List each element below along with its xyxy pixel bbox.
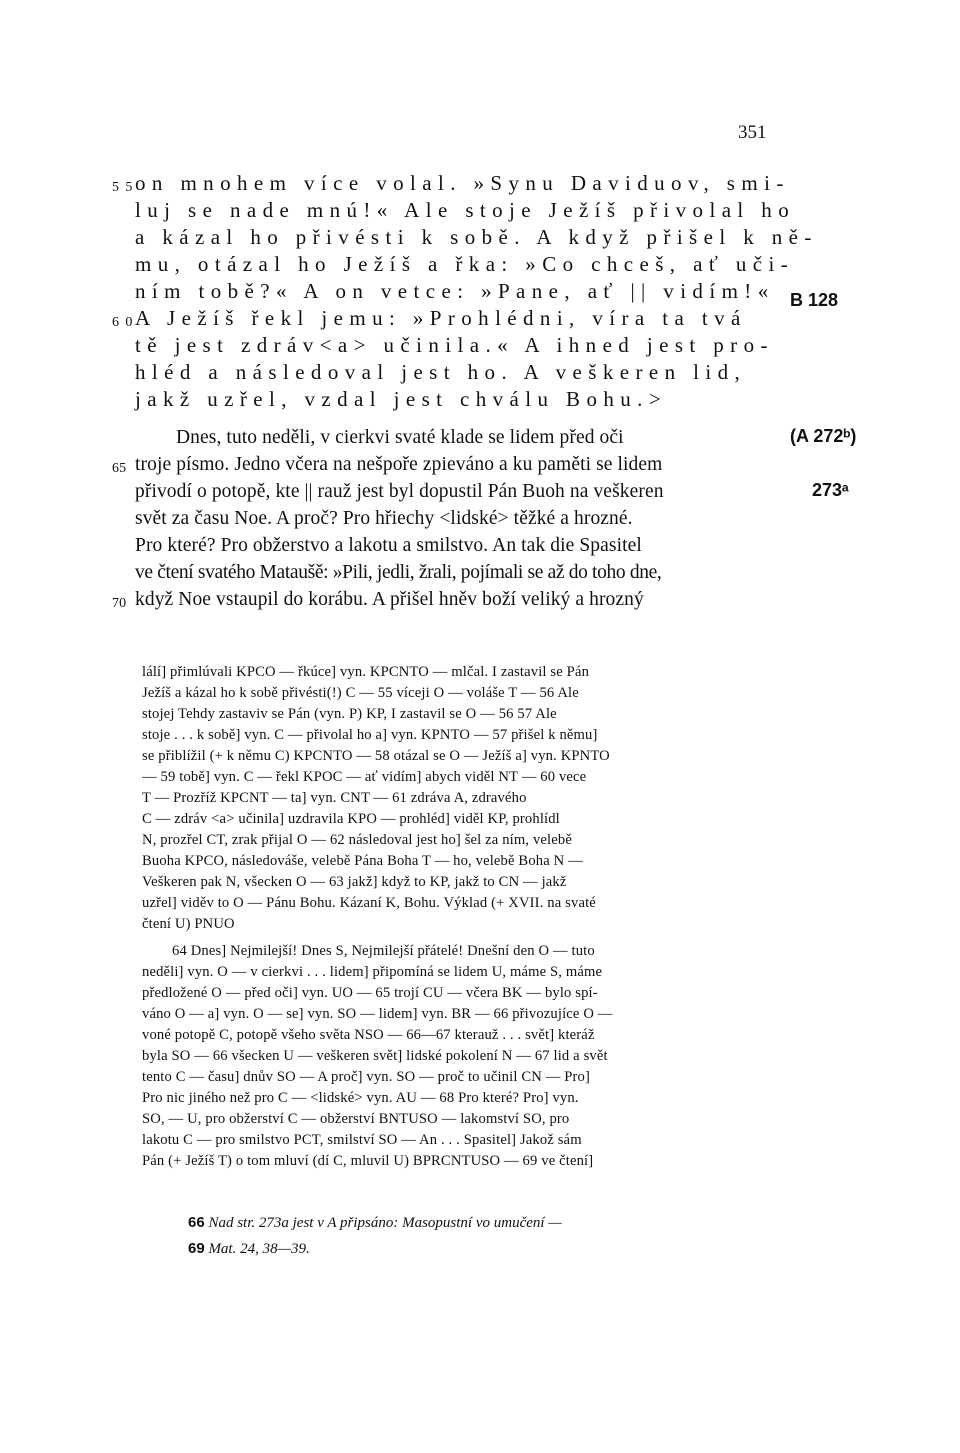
apparatus-line: C — zdráv <a> učinila] uzdravila KPO — prohléd] viděl KP, prohlídl xyxy=(142,811,560,827)
text-line: ve čtení svatého Mataušě: »Pili, jedli, žrali, pojímali se až do toho dne, xyxy=(135,562,662,583)
footnote: 66 Nad str. 273a jest v A připsáno: Masopustní vo umučení — xyxy=(188,1214,562,1231)
margin-reference: B 128 xyxy=(790,290,839,310)
text-line: přivodí o potopě, kte || rauž jest byl dopustil Pán Buoh na veškeren xyxy=(135,481,664,502)
footnote-ref: 66 xyxy=(188,1214,205,1231)
apparatus-line: stoje . . . k sobě] vyn. C — přivolal ho a] vyn. KPNTO — 57 přišel k němu] xyxy=(142,727,598,743)
apparatus-line: T — Prozříž KPCNT — ta] vyn. CNT — 61 zdráva A, zdravého xyxy=(142,790,527,806)
apparatus-line: neděli] vyn. O — v cierkvi . . . lidem] připomíná se lidem U, máme S, máme xyxy=(142,964,603,980)
apparatus-line: voné potopě C, potopě všeho světa NSO — 66—67 kterauž . . . svět] kteráž xyxy=(142,1027,595,1043)
margin-reference: (A 272ᵇ) xyxy=(790,426,857,446)
text-line: a kázal ho přivésti k sobě. A když přišel k ně- xyxy=(135,225,818,249)
text-line: svět za času Noe. A proč? Pro hřiechy <lidské> těžké a hrozné. xyxy=(135,508,633,529)
apparatus-line: uzřel] viděv to O — Pánu Bohu. Kázaní K, Bohu. Výklad (+ XVII. na svaté xyxy=(142,895,596,911)
text-line: tě jest zdráv<a> učinila.« A ihned jest pro- xyxy=(135,333,774,357)
footnote: 69 Mat. 24, 38—39. xyxy=(188,1240,310,1257)
apparatus-line: Pro nic jiného než pro C — <lidské> vyn. AU — 68 Pro které? Pro] vyn. xyxy=(142,1090,579,1106)
apparatus-line: lakotu C — pro smilstvo PCT, smilství SO — An . . . Spasitel] Jakož sám xyxy=(142,1132,582,1148)
apparatus-line: předložené O — před oči] vyn. UO — 65 trojí CU — včera BK — bylo spí- xyxy=(142,985,598,1001)
apparatus-line: byla SO — 66 všecken U — veškeren svět] lidské pokolení N — 67 lid a svět xyxy=(142,1048,608,1064)
text-line: Pro které? Pro obžerstvo a lakotu a smilstvo. An tak die Spasitel xyxy=(135,535,642,556)
apparatus-line: Ježíš a kázal ho k sobě přivésti(!) C — 55 víceji O — voláše T — 56 Ale xyxy=(142,685,579,701)
footnote-ref: 69 xyxy=(188,1240,205,1257)
text-line: mu, otázal ho Ježíš a řka: »Co chceš, ať uči- xyxy=(135,252,795,276)
apparatus-line: 64 Dnes] Nejmilejší! Dnes S, Nejmilejší přátelé! Dnešní den O — tuto xyxy=(172,943,595,959)
apparatus-line: Buoha KPCO, následováše, velebě Pána Boha T — ho, velebě Boha N — xyxy=(142,853,583,869)
apparatus-line: SO, — U, pro obžerství C — obžerství BNTUSO — lakomství SO, pro xyxy=(142,1111,570,1127)
apparatus-line: stojej Tehdy zastaviv se Pán (vyn. P) KP, I zastavil se O — 56 57 Ale xyxy=(142,706,557,722)
text-line: 70 když Noe vstaupil do korábu. A přišel hněv boží veliký a hrozný xyxy=(135,586,780,613)
text-line: 55 on mnohem více volal. »Synu Daviduov, smi- xyxy=(135,170,780,197)
text-line: Dnes, tuto neděli, v cierkvi svaté klade se lidem před oči xyxy=(176,427,624,448)
margin-reference: 273ᵃ xyxy=(812,480,849,500)
text-line: ním tobě?« A on vetce: »Pane, ať || vidím!« xyxy=(135,279,775,303)
line-number: 70 xyxy=(112,596,127,611)
line-number: 65 xyxy=(112,461,127,476)
line-number: 60 xyxy=(112,315,139,330)
apparatus-line: váno O — a] vyn. O — se] vyn. SO — lidem] vyn. BR — 66 přivozujíce O — xyxy=(142,1006,613,1022)
apparatus-line: Pán (+ Ježíš T) o tom mluví (dí C, mluvil U) BPRCNTUSO — 69 ve čtení] xyxy=(142,1153,594,1169)
text-line: 60 A Ježíš řekl jemu: »Prohlédni, víra ta tvá xyxy=(135,305,780,332)
text-line: luj se nade mnú!« Ale stoje Ježíš přivolal ho xyxy=(135,198,796,222)
apparatus-line: se přiblížil (+ k němu C) KPCNTO — 58 otázal se O — Ježíš a] vyn. KPNTO xyxy=(142,748,610,764)
text-line: jakž uzřel, vzdal jest chválu Bohu.> xyxy=(135,387,668,411)
line-number: 55 xyxy=(112,180,139,195)
apparatus-line: tento C — času] dnův SO — A proč] vyn. SO — proč to učinil CN — Pro] xyxy=(142,1069,590,1085)
apparatus-line: N, prozřel CT, zrak přijal O — 62 následoval jest ho] šel za ním, velebě xyxy=(142,832,572,848)
text-line: 65 troje písmo. Jedno včera na nešpoře zpieváno a ku paměti se lidem xyxy=(135,451,780,478)
apparatus-line: čtení U) PNUO xyxy=(142,916,235,932)
text-line: hléd a následoval jest ho. A veškeren lid, xyxy=(135,360,747,384)
apparatus-line: — 59 tobě] vyn. C — řekl KPOC — ať vidím] abych viděl NT — 60 vece xyxy=(142,769,587,785)
page-number: 351 xyxy=(738,122,767,143)
apparatus-line: Veškeren pak N, všecken O — 63 jakž] když to KP, jakž to CN — jakž xyxy=(142,874,567,890)
apparatus-line: lálí] přimlúvali KPCO — řkúce] vyn. KPCNTO — mlčal. I zastavil se Pán xyxy=(142,664,590,680)
